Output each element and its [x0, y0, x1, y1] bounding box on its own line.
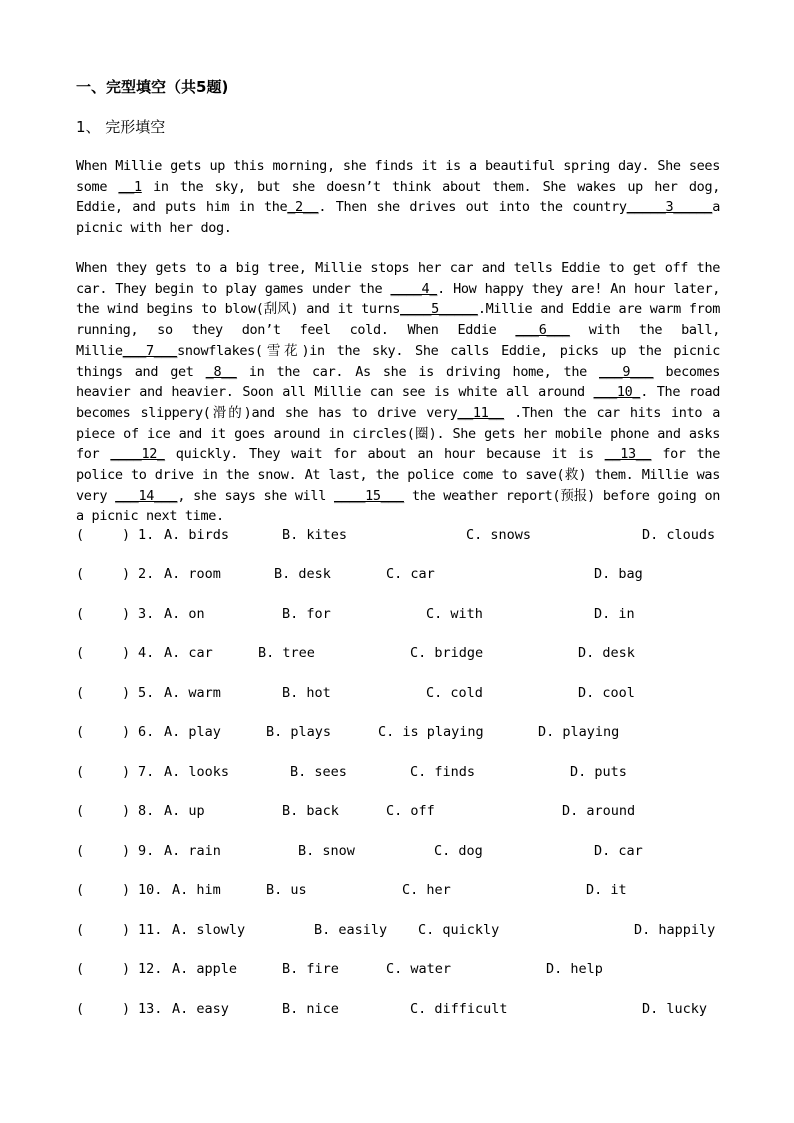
- option-b: B. hot: [282, 685, 331, 701]
- blank-8: _8__: [205, 363, 237, 380]
- passage-text: When Millie gets up this morning, she finds it is a beautiful spring day. She sees some: [76, 158, 720, 195]
- answer-bracket-open[interactable]: (: [76, 645, 85, 661]
- option-a: A. car: [164, 645, 213, 661]
- option-a: A. apple: [172, 961, 238, 977]
- option-d: D. puts: [570, 764, 627, 780]
- option-b: B. kites: [282, 527, 348, 543]
- option-c: C. bridge: [410, 645, 484, 661]
- answer-bracket-close: ): [122, 961, 131, 977]
- option-d: D. around: [562, 803, 636, 819]
- answer-bracket-open[interactable]: (: [76, 922, 85, 938]
- question-number: 9.: [138, 843, 155, 859]
- option-d: D. happily: [634, 922, 716, 938]
- option-d: D. desk: [578, 645, 635, 661]
- answer-bracket-close: ): [122, 882, 131, 898]
- passage-text: snowflakes(雪花)in the sky. She calls Eddie, picks up the picnic things and get: [76, 342, 720, 380]
- answer-bracket-open[interactable]: (: [76, 527, 85, 543]
- option-c: C. difficult: [410, 1001, 508, 1017]
- answer-bracket-close: ): [122, 1001, 131, 1017]
- option-d: D. it: [586, 882, 627, 898]
- option-c: C. finds: [410, 764, 476, 780]
- option-b: B. tree: [258, 645, 315, 661]
- option-c: C. off: [386, 803, 435, 819]
- passage-text: quickly. They wait for about an hour because it is: [164, 446, 605, 463]
- question-number: 6.: [138, 724, 155, 740]
- blank-6: ___6___: [515, 322, 570, 339]
- blank-15: ____15___: [333, 487, 404, 504]
- answer-bracket-close: ): [122, 645, 131, 661]
- option-c: C. water: [386, 961, 452, 977]
- question-number: 3.: [138, 606, 155, 622]
- option-b: B. nice: [282, 1001, 339, 1017]
- option-b: B. back: [282, 803, 339, 819]
- blank-9: ___9___: [599, 363, 654, 380]
- answer-bracket-open[interactable]: (: [76, 724, 85, 740]
- passage-text: When they gets to a big tree, Millie stops her car and tells Eddie to get off the car. They begin to play games under the: [76, 260, 720, 297]
- option-d: D. playing: [538, 724, 620, 740]
- question-number: 4.: [138, 645, 155, 661]
- option-a: A. on: [164, 606, 205, 622]
- blank-3: _____3_____: [626, 199, 713, 216]
- answer-bracket-open[interactable]: (: [76, 1001, 85, 1017]
- question-number: 1.: [138, 527, 155, 543]
- answer-bracket-open[interactable]: (: [76, 843, 85, 859]
- blank-2: _2__: [287, 199, 319, 216]
- passage-text: with the ball, Millie: [76, 322, 721, 359]
- option-b: B. plays: [266, 724, 332, 740]
- answer-bracket-open[interactable]: (: [76, 882, 85, 898]
- option-d: D. help: [546, 961, 603, 977]
- question-number: 5.: [138, 685, 155, 701]
- question-number: 11.: [138, 922, 163, 938]
- option-c: C. cold: [426, 685, 483, 701]
- option-d: D. clouds: [642, 527, 716, 543]
- option-b: B. desk: [274, 566, 331, 582]
- passage-text: .Then the car hits into a piece of ice and it goes around in circles(圈). She gets her mobile phone and asks for: [76, 404, 720, 463]
- passage-text: .Millie and Eddie are warm from running, so they don’t feel cold. When Eddie: [76, 301, 721, 339]
- answer-bracket-close: ): [122, 566, 131, 582]
- option-a: A. warm: [164, 685, 221, 701]
- option-d: D. lucky: [642, 1001, 708, 1017]
- question-number: 7.: [138, 764, 155, 780]
- blank-5: ____5_____: [400, 301, 478, 318]
- option-a: A. play: [164, 724, 221, 740]
- option-c: C. her: [402, 882, 451, 898]
- passage-text: . How happy they are! An hour later, the wind begins to blow(刮风) and it turns: [76, 280, 721, 318]
- blank-7: ___7___: [122, 342, 178, 359]
- option-b: B. for: [282, 606, 331, 622]
- answer-bracket-open[interactable]: (: [76, 566, 85, 582]
- question-number: 13.: [138, 1001, 163, 1017]
- answer-bracket-open[interactable]: (: [76, 803, 85, 819]
- option-a: A. room: [164, 566, 221, 582]
- answer-bracket-open[interactable]: (: [76, 685, 85, 701]
- answer-bracket-close: ): [122, 724, 131, 740]
- option-d: D. cool: [578, 685, 635, 701]
- option-c: C. dog: [434, 843, 483, 859]
- option-c: C. with: [426, 606, 483, 622]
- passage-text: for the police to drive in the snow. At last, the police come to save(救) them. Millie was very: [76, 446, 720, 504]
- question-number: 8.: [138, 803, 155, 819]
- passage-text: . The road becomes slippery(滑的)and she has to drive very: [76, 384, 720, 421]
- answer-bracket-close: ): [122, 527, 131, 543]
- section-title: 一、完型填空（共5题): [76, 78, 229, 96]
- option-c: C. quickly: [418, 922, 500, 938]
- option-c: C. is playing: [378, 724, 484, 740]
- blank-10: ___10_: [593, 384, 641, 401]
- option-a: A. him: [172, 882, 221, 898]
- option-b: B. snow: [298, 843, 355, 859]
- option-a: A. birds: [164, 527, 230, 543]
- option-a: A. up: [164, 803, 205, 819]
- passage-paragraph-1: [76, 156, 720, 239]
- question-subtitle: 1、 完形填空: [76, 118, 166, 136]
- passage-text: becomes heavier and heavier. Soon all Millie can see is white all around: [76, 363, 721, 401]
- passage-text: in the car. As she is driving home, the: [236, 363, 599, 380]
- question-number: 12.: [138, 961, 163, 977]
- blank-12: ____12_: [110, 446, 165, 463]
- answer-bracket-close: ): [122, 685, 131, 701]
- blank-1: __1: [118, 178, 142, 195]
- option-a: A. slowly: [172, 922, 246, 938]
- answer-bracket-close: ): [122, 922, 131, 938]
- blank-4: ____4_: [390, 280, 438, 297]
- option-a: A. looks: [164, 764, 230, 780]
- passage-text: . Then she drives out into the country: [318, 199, 627, 216]
- answer-bracket-close: ): [122, 606, 131, 622]
- option-b: B. us: [266, 882, 307, 898]
- blank-13: __13__: [604, 446, 652, 463]
- passage-text: a picnic with her dog.: [76, 199, 720, 237]
- passage-text: the weather report(预报) before going on a picnic next time.: [76, 487, 720, 525]
- option-c: C. car: [386, 566, 435, 582]
- answer-bracket-open[interactable]: (: [76, 961, 85, 977]
- option-b: B. sees: [290, 764, 347, 780]
- answer-bracket-close: ): [122, 764, 131, 780]
- option-d: D. in: [594, 606, 635, 622]
- answer-bracket-close: ): [122, 803, 131, 819]
- answer-bracket-open[interactable]: (: [76, 764, 85, 780]
- question-number: 10.: [138, 882, 163, 898]
- passage-text: , she says she will: [177, 487, 334, 504]
- option-a: A. easy: [172, 1001, 229, 1017]
- option-b: B. easily: [314, 922, 388, 938]
- question-number: 2.: [138, 566, 155, 582]
- answer-bracket-open[interactable]: (: [76, 606, 85, 622]
- option-c: C. snows: [466, 527, 532, 543]
- option-b: B. fire: [282, 961, 339, 977]
- option-a: A. rain: [164, 843, 221, 859]
- blank-11: __11__: [457, 404, 505, 421]
- passage-text: in the sky, but she doesn’t think about them. She wakes up her dog, Eddie, and puts him in the: [76, 178, 720, 216]
- blank-14: ___14___: [115, 487, 178, 504]
- passage-paragraph-2: [76, 258, 720, 527]
- answer-bracket-close: ): [122, 843, 131, 859]
- option-d: D. car: [594, 843, 643, 859]
- option-d: D. bag: [594, 566, 643, 582]
